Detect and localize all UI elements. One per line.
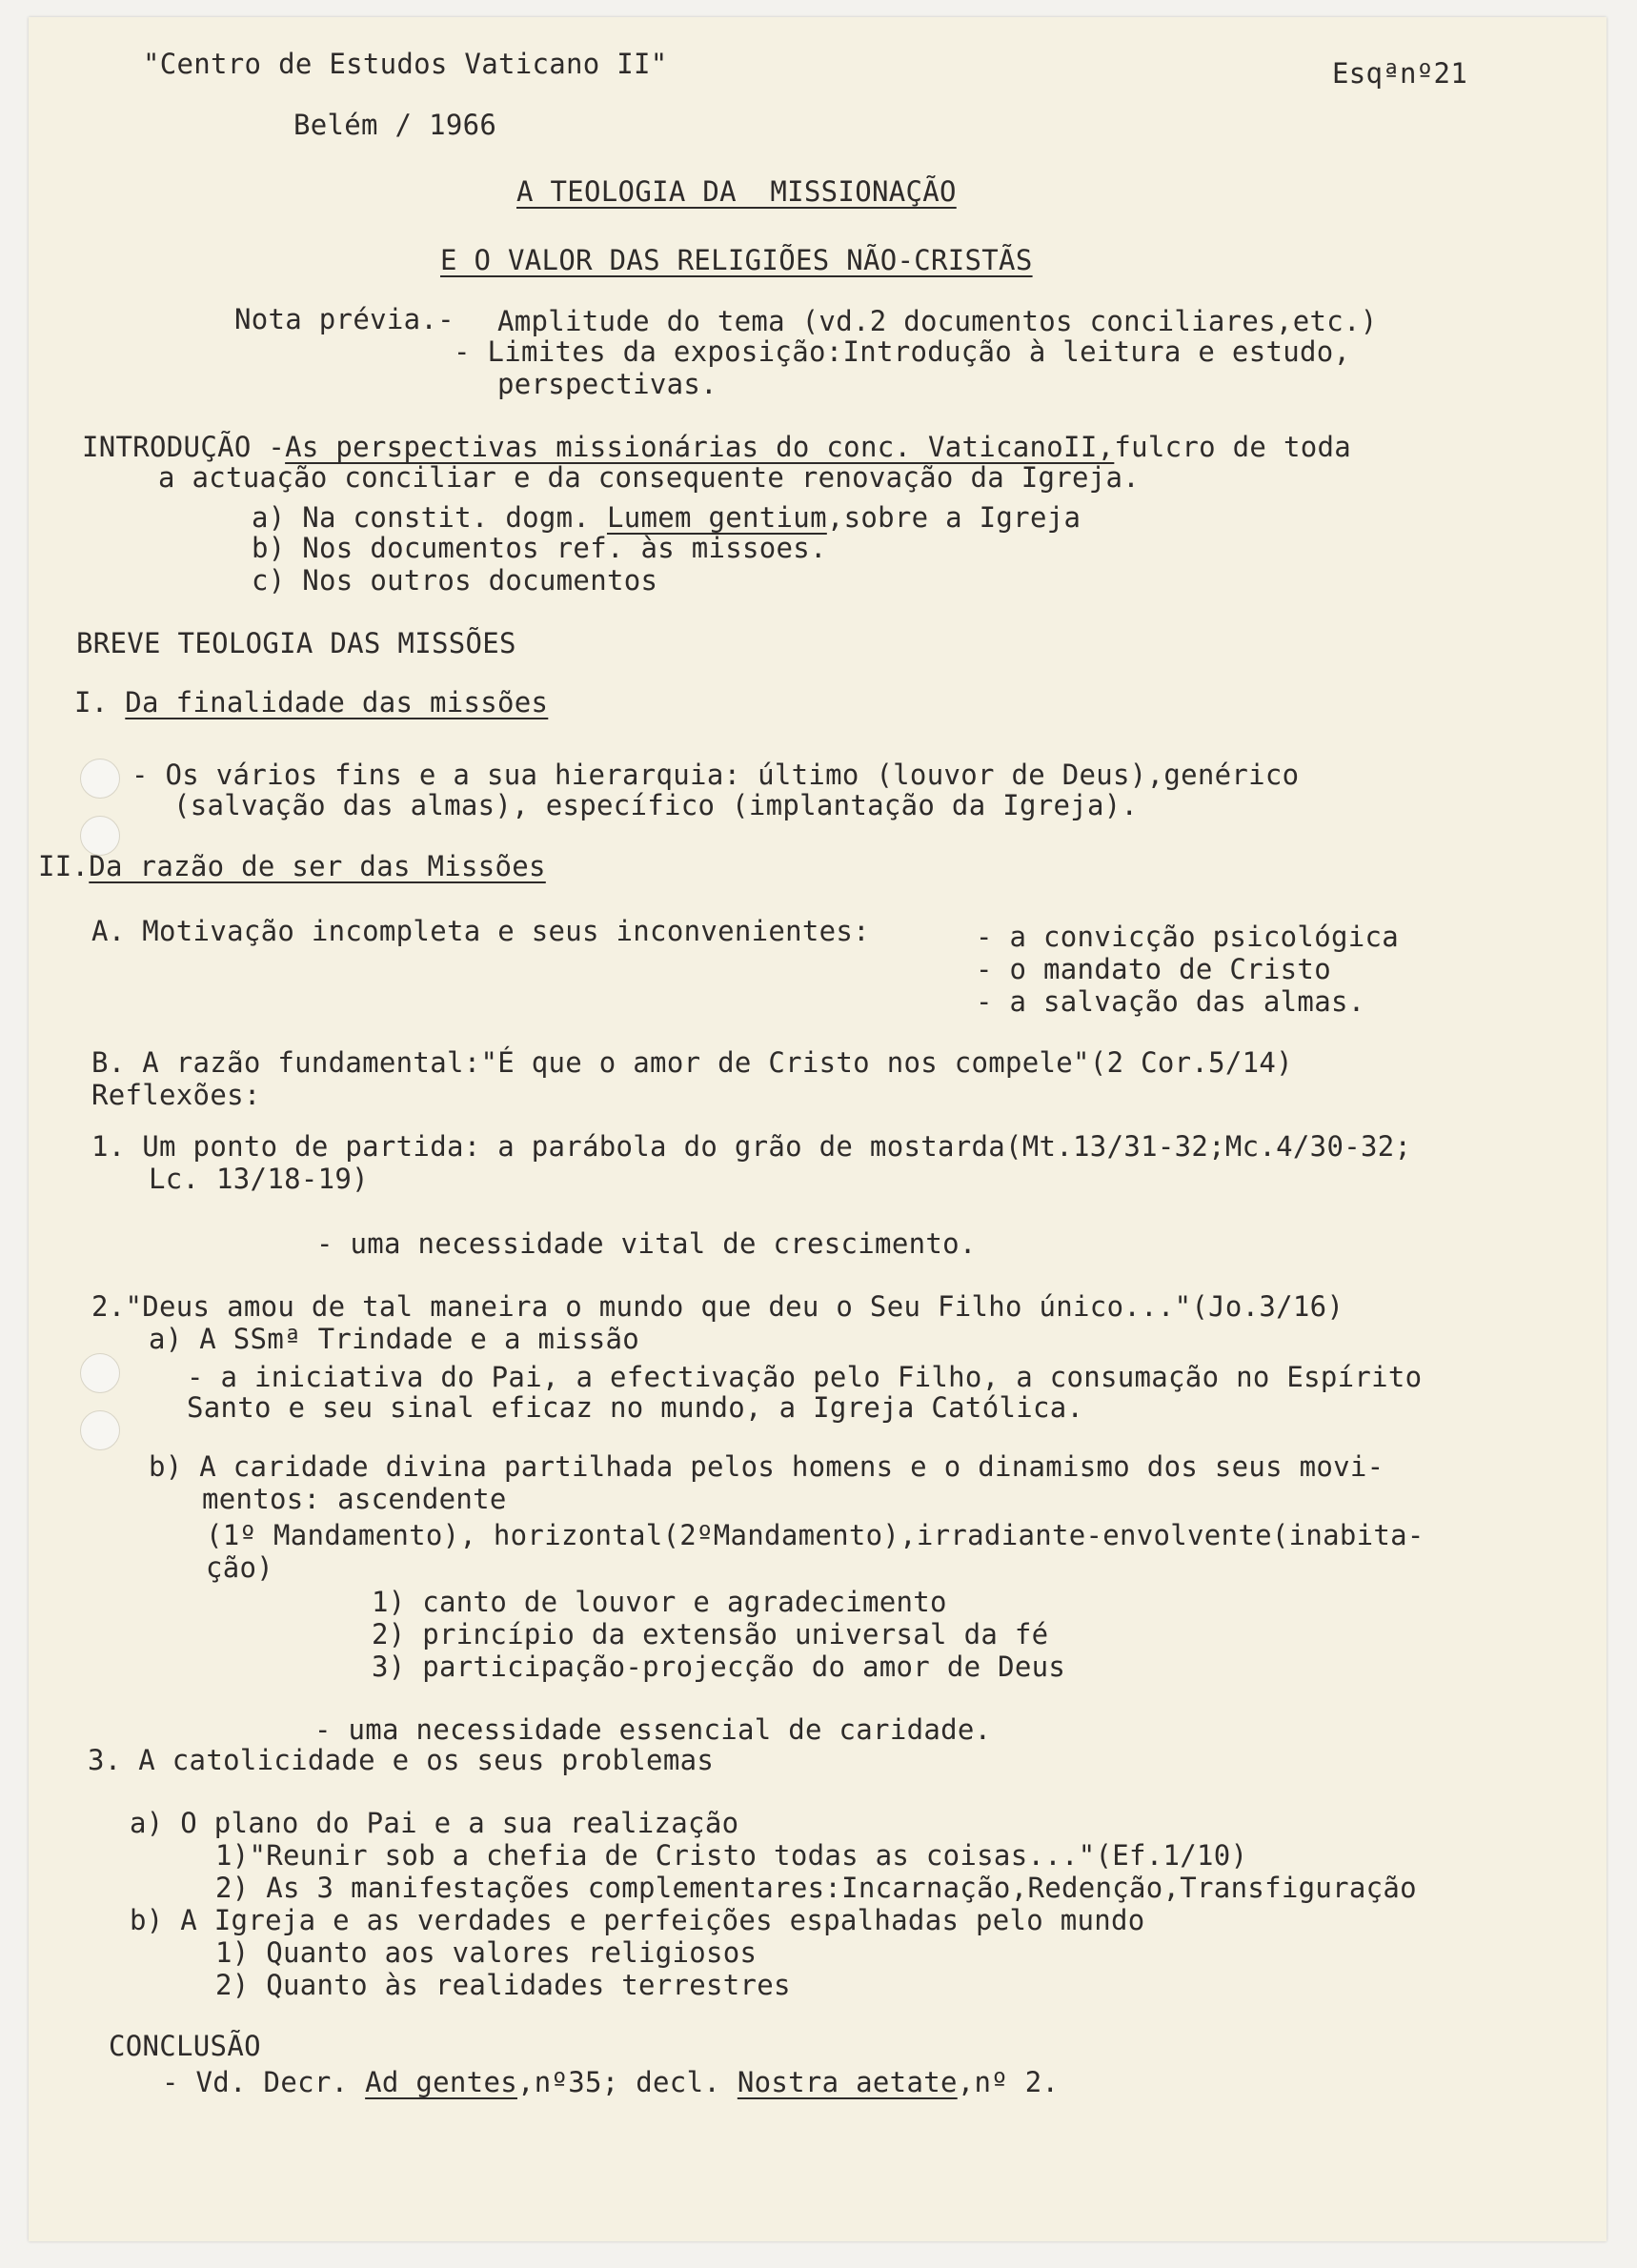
section-2-title: Da razão de ser das Missões — [89, 850, 546, 882]
point-2-list-item-2: 2) princípio da extensão universal da fé — [372, 1618, 1049, 1650]
document-number: Esqªnº21 — [1332, 57, 1468, 90]
point-3-a: a) O plano do Pai e a sua realização — [130, 1807, 739, 1839]
intro-item-b: b) Nos documentos ref. às missoes. — [252, 532, 827, 564]
place-year: Belém / 1966 — [293, 109, 497, 141]
lumen-gentium: Lumem gentium — [606, 501, 827, 534]
breve-teologia-heading: BREVE TEOLOGIA DAS MISSÕES — [76, 627, 516, 659]
intro-item-a — [252, 501, 1081, 534]
point-3-a-item-2: 2) As 3 manifestações complementares:Incarnação,Redenção,Transfiguração — [215, 1872, 1417, 1904]
section-1-title: Da finalidade das missões — [125, 686, 549, 719]
point-2-b-line-4: ção) — [206, 1551, 274, 1584]
intro-label: INTRODUÇÃO - — [82, 431, 286, 463]
motivation-item-3: - a salvação das almas. — [976, 985, 1365, 1018]
motivation-item-1: - a convicção psicológica — [976, 921, 1399, 953]
point-1-line-1: 1. Um ponto de partida: a parábola do grão de mostarda(Mt.13/31-32;Mc.4/30-32; — [91, 1130, 1412, 1163]
intro-item-c: c) Nos outros documentos — [252, 564, 658, 597]
punch-hole — [80, 1410, 120, 1450]
section-1-line-2: (salvação das almas), específico (implantação da Igreja). — [173, 789, 1139, 821]
point-2-a-line-1: - a iniciativa do Pai, a efectivação pelo Filho, a consumação no Espírito — [187, 1361, 1423, 1393]
intro-heading-tail: fulcro de toda — [1114, 431, 1351, 463]
point-3-b: b) A Igreja e as verdades e perfeições espalhadas pelo mundo — [130, 1904, 1145, 1936]
section-1-heading — [74, 686, 548, 719]
point-2-note: - uma necessidade essencial de caridade. — [314, 1713, 992, 1746]
section-2-heading — [38, 850, 546, 882]
motivation-line: A. Motivação incompleta e seus inconvenientes: — [91, 915, 870, 947]
center-name: "Centro de Estudos Vaticano II" — [143, 48, 668, 80]
conclusion-mid: ,nº35; decl. — [516, 2066, 738, 2098]
point-1-line-2: Lc. 13/18-19) — [149, 1163, 369, 1195]
section-2-number: II. — [38, 850, 90, 882]
point-3-b-item-2: 2) Quanto às realidades terrestres — [215, 1969, 791, 2001]
title-line-2: E O VALOR DAS RELIGIÕES NÃO-CRISTÃS — [440, 244, 1033, 276]
nota-item-2-cont: perspectivas. — [497, 368, 717, 400]
point-3-a-item-1: 1)"Reunir sob a chefia de Cristo todas as coisas..."(Ef.1/10) — [215, 1839, 1248, 1872]
intro-line-2: a actuação conciliar e da consequente renovação da Igreja. — [158, 461, 1141, 494]
nota-previa-label: Nota prévia.- — [234, 303, 455, 335]
nota-item-2: - Limites da exposição:Introdução à leitura e estudo, — [454, 335, 1351, 368]
conclusion-label: CONCLUSÃO — [109, 2030, 261, 2062]
punch-hole — [80, 759, 120, 799]
intro-heading — [82, 431, 1351, 463]
reflexoes-label: Reflexões: — [91, 1079, 261, 1111]
punch-hole — [80, 1353, 120, 1393]
point-3-line: 3. A catolicidade e os seus problemas — [88, 1744, 715, 1776]
conclusion-line — [162, 2066, 1059, 2098]
point-2-a: a) A SSmª Trindade e a missão — [149, 1323, 640, 1355]
point-2-b-line-2: mentos: ascendente — [202, 1483, 507, 1515]
ad-gentes: Ad gentes — [365, 2066, 517, 2098]
fundamental-reason: B. A razão fundamental:"É que o amor de Cristo nos compele"(2 Cor.5/14) — [91, 1046, 1293, 1079]
point-2-list-item-1: 1) canto de louvor e agradecimento — [372, 1586, 947, 1618]
point-2-b-line-1: b) A caridade divina partilhada pelos homens e o dinamismo dos seus movi- — [149, 1450, 1384, 1483]
point-3-b-item-1: 1) Quanto aos valores religiosos — [215, 1936, 758, 1969]
section-1-number: I. — [74, 686, 109, 719]
point-2-a-line-2: Santo e seu sinal eficaz no mundo, a Igreja Católica. — [187, 1391, 1084, 1424]
nota-item-1: Amplitude do tema (vd.2 documentos conciliares,etc.) — [497, 305, 1378, 337]
document-page — [29, 17, 1607, 2241]
conclusion-suffix: ,nº 2. — [957, 2066, 1060, 2098]
point-2-b-line-3: (1º Mandamento), horizontal(2ºMandamento),irradiante-envolvente(inabita- — [206, 1519, 1425, 1551]
motivation-item-2: - o mandato de Cristo — [976, 953, 1331, 985]
point-2-line-1: 2."Deus amou de tal maneira o mundo que deu o Seu Filho único..."(Jo.3/16) — [91, 1290, 1344, 1323]
section-1-line-1: - Os vários fins e a sua hierarquia: último (louvor de Deus),genérico — [131, 759, 1300, 791]
intro-item-a-suffix: ,sobre a Igreja — [826, 501, 1081, 534]
point-1-note: - uma necessidade vital de crescimento. — [316, 1227, 977, 1260]
point-2-list-item-3: 3) participação-projecção do amor de Deus — [372, 1650, 1066, 1683]
intro-item-a-prefix: a) Na constit. dogm. — [252, 501, 607, 534]
conclusion-prefix: - Vd. Decr. — [162, 2066, 366, 2098]
nostra-aetate: Nostra aetate — [737, 2066, 958, 2098]
intro-heading-underlined: As perspectivas missionárias do conc. VaticanoII, — [285, 431, 1115, 463]
title-line-1: A TEOLOGIA DA MISSIONAÇÃO — [516, 175, 957, 208]
